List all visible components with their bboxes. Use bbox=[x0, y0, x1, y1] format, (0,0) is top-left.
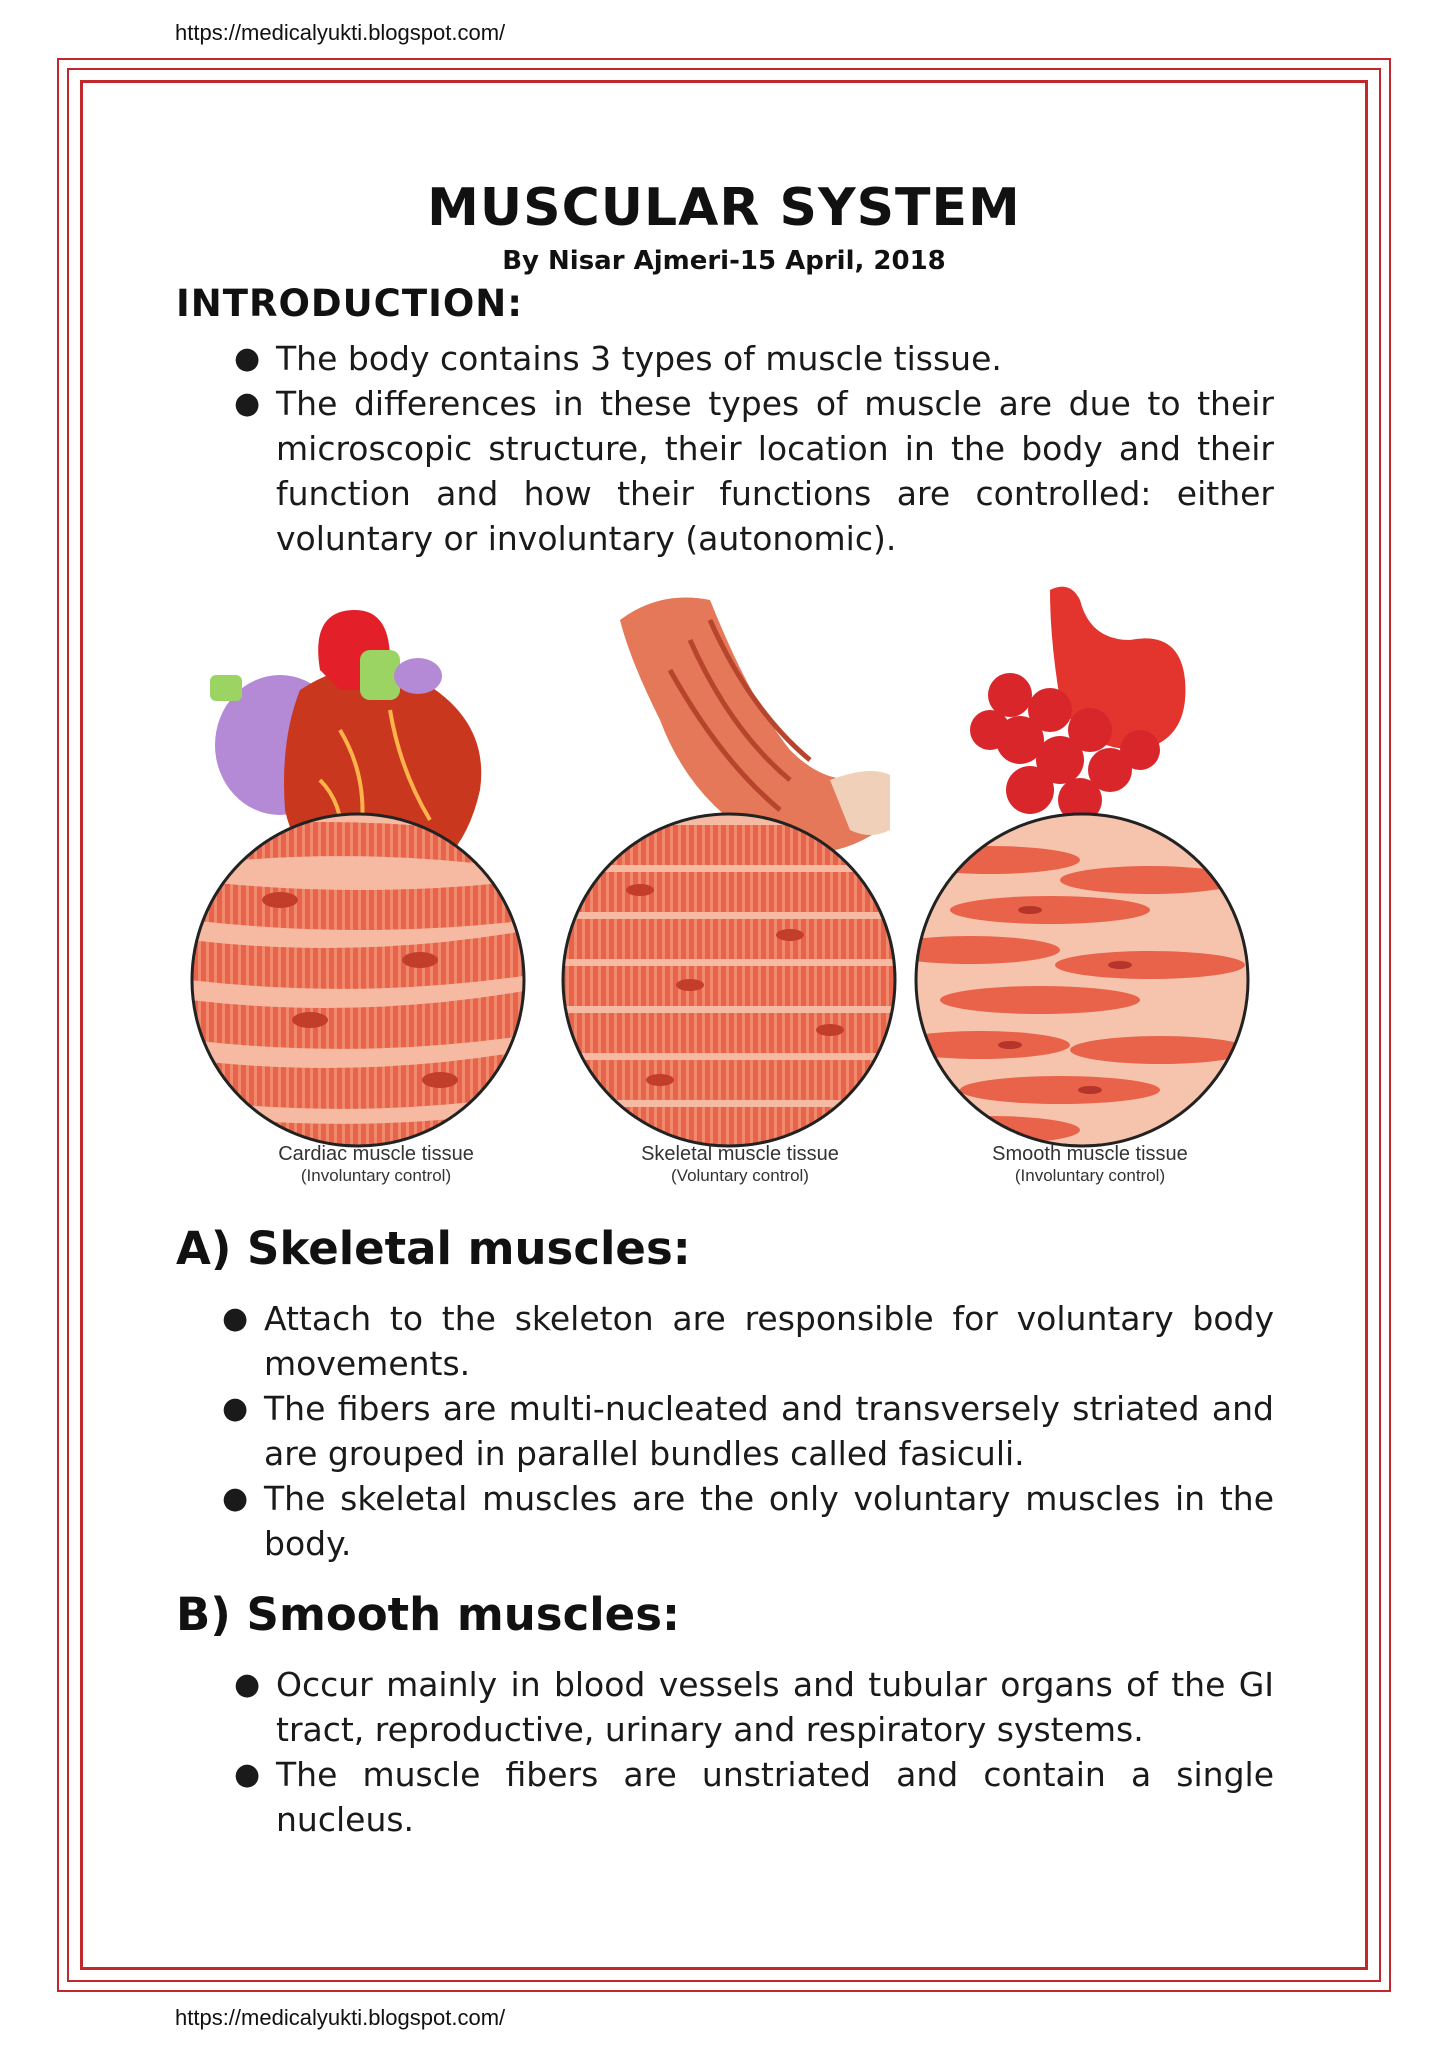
section-b-bullet-list bbox=[234, 1662, 1274, 1842]
caption-cardiac-control: (Involuntary control) bbox=[300, 1166, 452, 1185]
bullet-text: The fibers are multi-nucleated and transversely striated and are grouped in parallel bundles called fasiculi. bbox=[264, 1389, 1274, 1473]
bullet-icon: ● bbox=[222, 1301, 249, 1336]
bullet-text: The skeletal muscles are the only voluntary muscles in the body. bbox=[264, 1479, 1274, 1563]
bullet-icon: ● bbox=[222, 1391, 249, 1426]
caption-smooth: Smooth muscle tissue bbox=[992, 1143, 1188, 1165]
bullet-text: The muscle fibers are unstriated and contain a single nucleus. bbox=[276, 1755, 1274, 1839]
list-item bbox=[234, 1662, 1274, 1752]
page-url-top: https://medicalyukti.blogspot.com/ bbox=[175, 20, 506, 45]
stomach-intestine-icon bbox=[970, 587, 1185, 822]
list-item bbox=[222, 1476, 1274, 1566]
list-item bbox=[222, 1296, 1274, 1386]
skeletal-tissue-icon bbox=[560, 810, 900, 1150]
bullet-icon: ● bbox=[234, 1757, 261, 1792]
section-b-heading: B) Smooth muscles: bbox=[176, 1588, 680, 1641]
bullet-text: Occur mainly in blood vessels and tubular organs of the GI tract, reproductive, urinary and respiratory systems. bbox=[276, 1665, 1274, 1749]
intro-heading: INTRODUCTION: bbox=[176, 282, 524, 325]
list-item bbox=[234, 381, 1274, 561]
list-item bbox=[234, 1752, 1274, 1842]
bullet-icon: ● bbox=[234, 386, 261, 421]
page-title: MUSCULAR SYSTEM bbox=[427, 178, 1021, 238]
caption-cardiac: Cardiac muscle tissue bbox=[278, 1143, 474, 1165]
caption-skeletal-control: (Voluntary control) bbox=[671, 1166, 809, 1185]
caption-smooth-control: (Involuntary control) bbox=[1014, 1166, 1166, 1185]
bullet-text: Attach to the skeleton are responsible for voluntary body movements. bbox=[264, 1299, 1274, 1383]
section-a-bullet-list bbox=[222, 1296, 1274, 1566]
intro-bullet-list bbox=[234, 336, 1274, 561]
page-url-bottom: https://medicalyukti.blogspot.com/ bbox=[175, 2005, 506, 2030]
list-item bbox=[234, 336, 1274, 381]
caption-skeletal: Skeletal muscle tissue bbox=[641, 1143, 839, 1165]
bullet-text: The differences in these types of muscle are due to their microscopic structure, their location in the body and their function and how their functions are controlled: either voluntary or involuntary (autonomic). bbox=[276, 384, 1274, 558]
page-byline: By Nisar Ajmeri-15 April, 2018 bbox=[502, 246, 946, 276]
section-a-heading: A) Skeletal muscles: bbox=[176, 1222, 691, 1275]
smooth-tissue-icon bbox=[880, 810, 1250, 1150]
list-item bbox=[222, 1386, 1274, 1476]
bullet-icon: ● bbox=[234, 341, 261, 376]
bullet-icon: ● bbox=[222, 1481, 249, 1516]
muscle-types-illustration bbox=[190, 580, 1280, 1190]
bullet-text: The body contains 3 types of muscle tissue. bbox=[276, 339, 1002, 378]
bullet-icon: ● bbox=[234, 1667, 261, 1702]
